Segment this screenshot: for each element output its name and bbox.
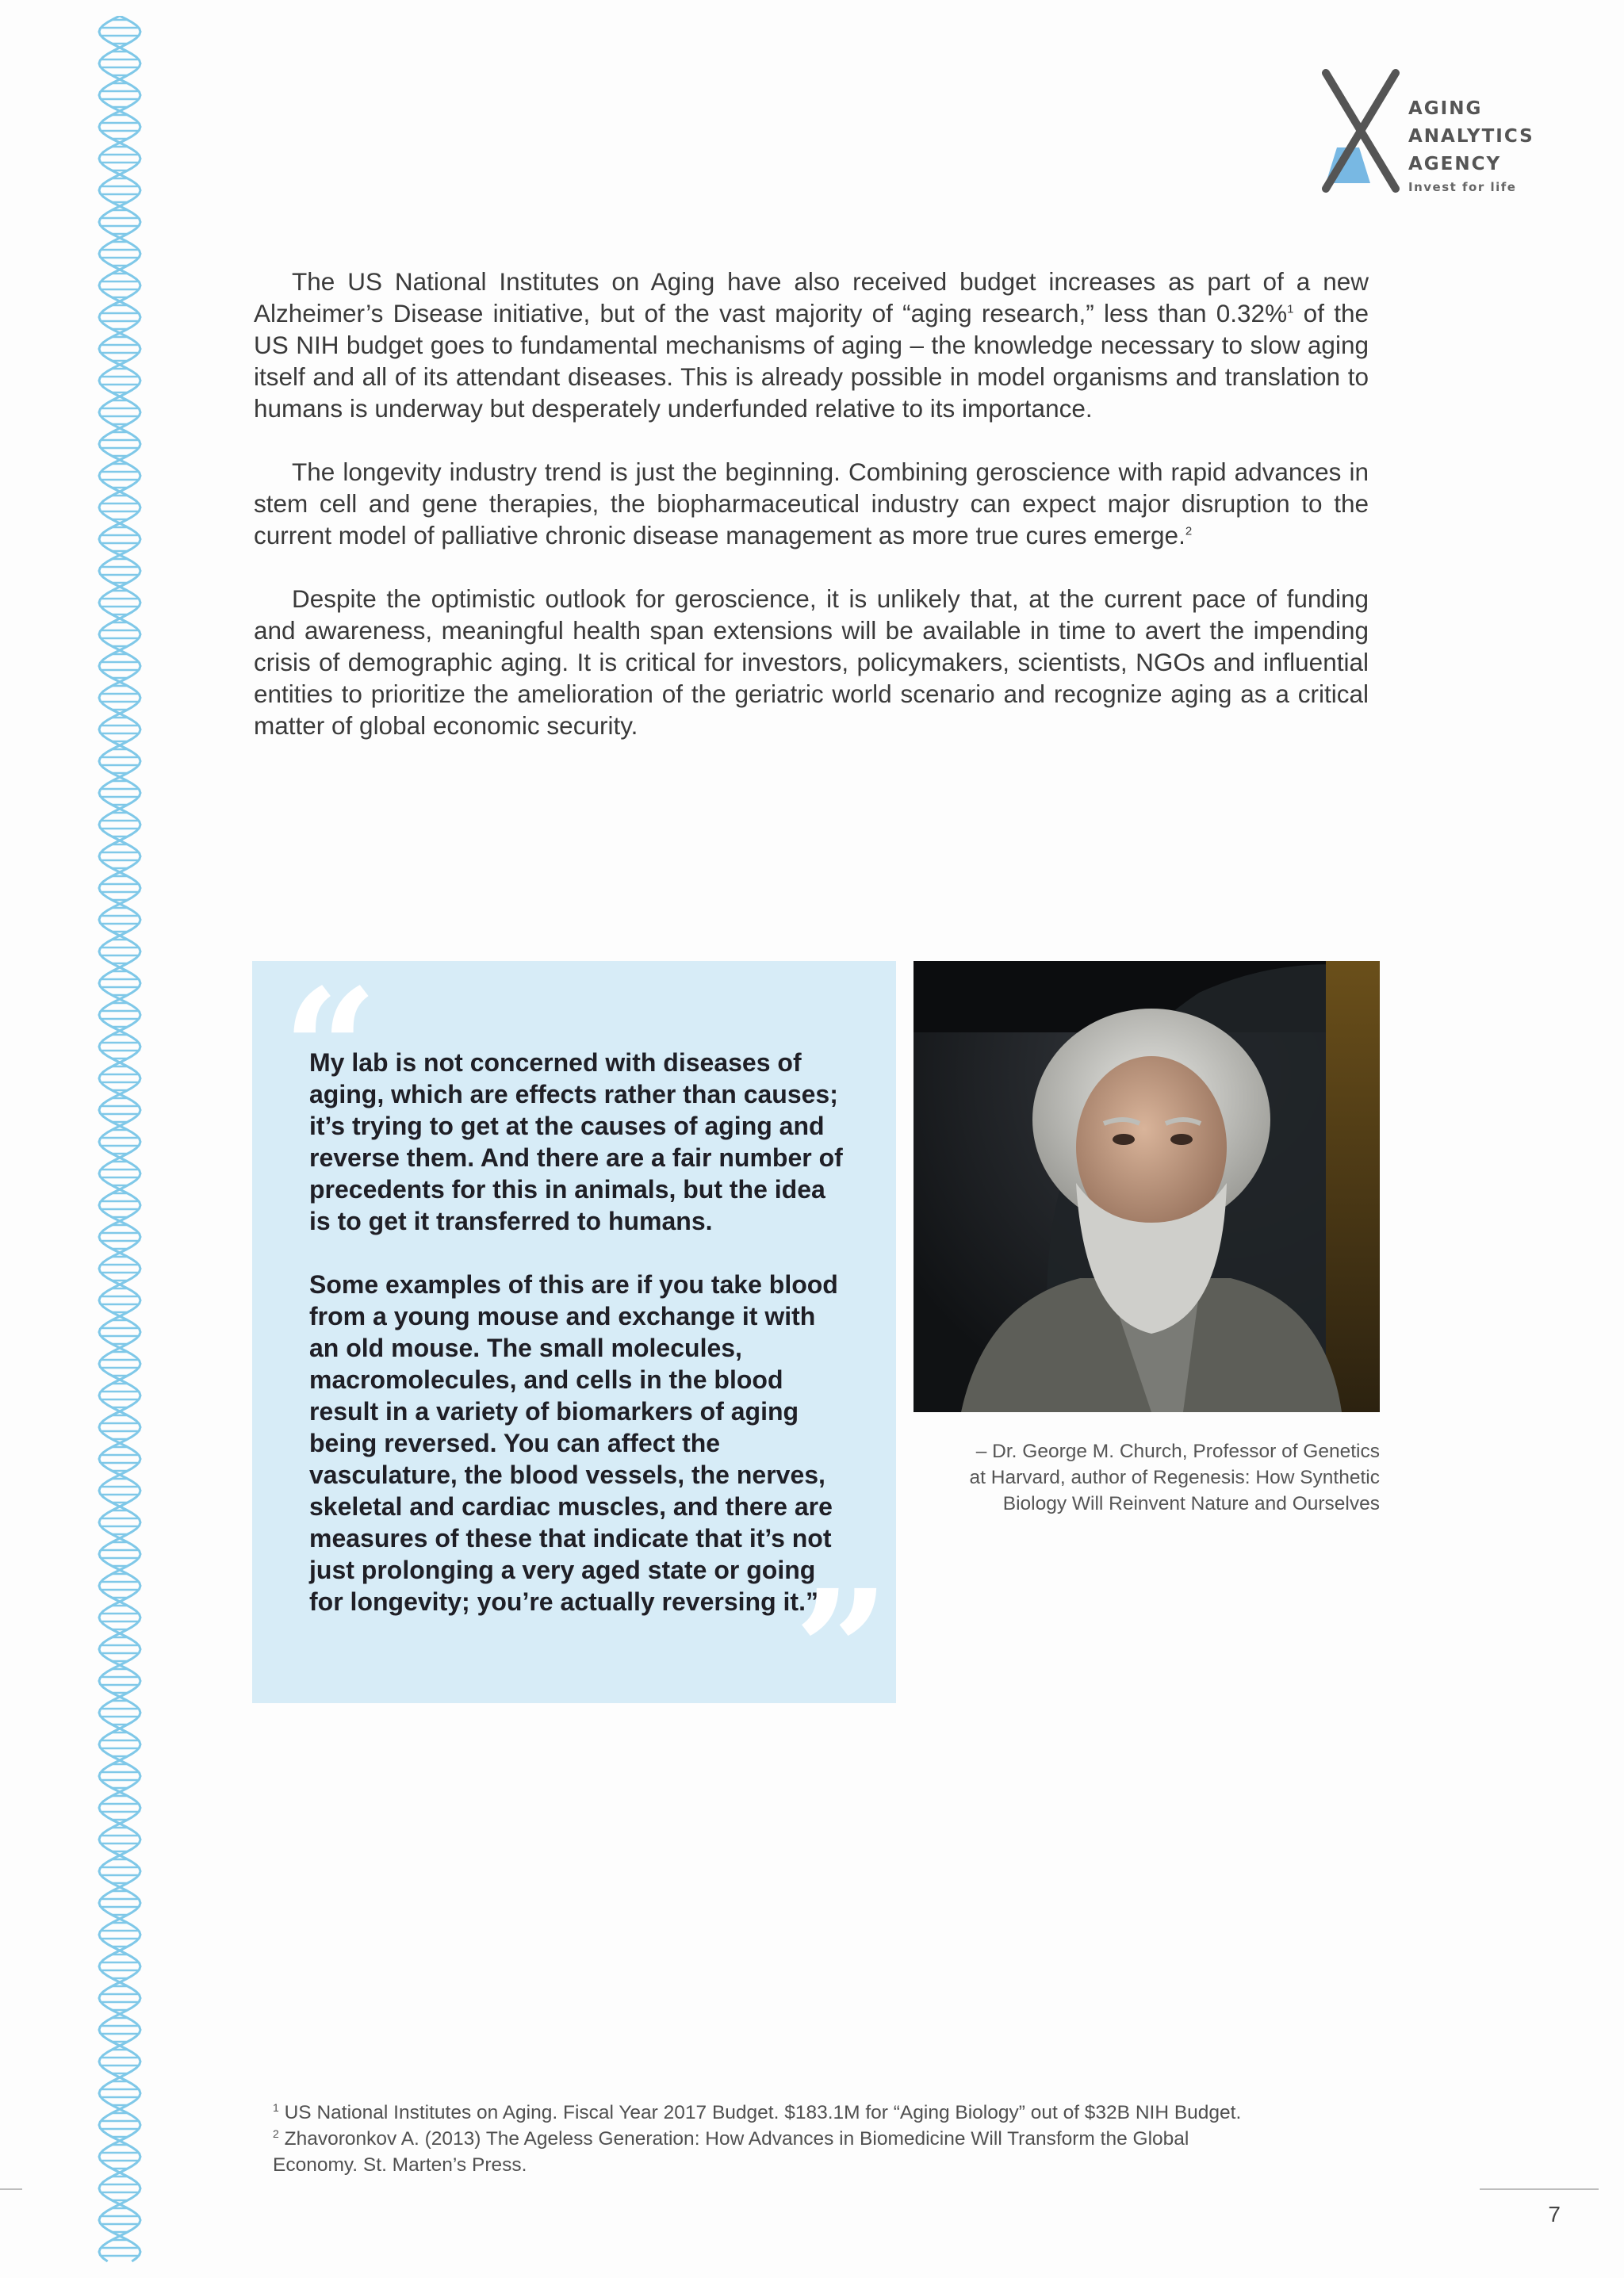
quote-box xyxy=(252,952,896,1749)
caption-line-3: Biology Will Reinvent Nature and Ourselves xyxy=(1002,1493,1380,1514)
page-number: 7 xyxy=(1548,2202,1561,2226)
agency-logo xyxy=(1320,68,1534,195)
close-quote-icon: ” xyxy=(794,1553,890,1749)
footnote-1 xyxy=(273,2100,1383,2126)
hourglass-logo-icon xyxy=(1320,68,1402,193)
logo-wordmark xyxy=(1408,95,1534,196)
quote-paragraph-2: Some examples of this are if you take blood from a young mouse and exchange it with an old mouse. The small molecules, macromolecules, and cells in the blood result in a variety of biomarkers of aging being reversed. You can affect the vasculature, the blood vessels, the nerves, skeletal and cardiac muscles, and there are measures of these that indicate that it’s not just prolonging a very aged state or going for longevity; you’re actually reversing it.” xyxy=(309,1270,838,1616)
logo-line-1: AGING xyxy=(1408,98,1483,119)
portrait-photo xyxy=(914,961,1380,1412)
body-paragraph-2-text: The longevity industry trend is just the beginning. Combining geroscience with rapid advances in stem cell and gene therapies, the biopharmaceutical industry can expect major disruption to the current model of palliative chronic disease management as more true cures emerge. xyxy=(254,458,1369,549)
footnote-1-mark: 1 xyxy=(273,2100,279,2114)
body-paragraph-1 xyxy=(254,266,1369,424)
body-paragraph-3-text: Despite the optimistic outlook for geroscience, it is unlikely that, at the current pace of funding and awareness, meaningful health span extensions will be available in time to avert the impending crisis of demographic aging. It is critical for investors, policymakers, scientists, NGOs and influential entities to prioritize the amelioration of the geriatric world scenario and recognize aging as a critical matter of global economic security. xyxy=(254,584,1369,740)
footer-rule-left xyxy=(0,2188,22,2190)
footnote-2-mark: 2 xyxy=(273,2127,279,2140)
logo-line-2: ANALYTICS xyxy=(1408,126,1534,147)
footnote-2-text: Zhavoronkov A. (2013) The Ageless Generation: How Advances in Biomedicine Will Transform the Global xyxy=(278,2128,1189,2150)
quote-text xyxy=(309,1047,848,1649)
logo-line-3: AGENCY xyxy=(1408,154,1502,174)
footnote-2-cont: Economy. St. Marten’s Press. xyxy=(273,2154,527,2176)
photo-caption xyxy=(912,1438,1380,1517)
footnote-ref-1: 1 xyxy=(1287,302,1294,316)
body-paragraph-1-text: The US National Institutes on Aging have also received budget increases as part of a new Alzheimer’s Disease initiative, but of the vast majority of “aging research,” less than 0.32% xyxy=(254,267,1369,327)
body-paragraph-3 xyxy=(254,583,1369,741)
quote-paragraph-1: My lab is not concerned with diseases of aging, which are effects rather than causes; it’s trying to get at the causes of aging and reverse them. And there are a fair number of precedents for this in animals, but the idea is to get it transferred to humans. xyxy=(309,1048,843,1235)
caption-line-2: at Harvard, author of Regenesis: How Synthetic xyxy=(969,1467,1380,1488)
dna-helix-icon xyxy=(94,16,146,2264)
footnote-1-text: US National Institutes on Aging. Fiscal Year 2017 Budget. $183.1M for “Aging Biology” out of $32B NIH Budget. xyxy=(278,2102,1242,2123)
footnotes xyxy=(273,2100,1383,2178)
open-quote-icon: “ xyxy=(282,952,378,1148)
caption-line-1: – Dr. George M. Church, Professor of Genetics xyxy=(975,1441,1380,1462)
footnote-ref-2: 2 xyxy=(1185,524,1193,538)
body-paragraph-2 xyxy=(254,456,1369,551)
footnote-2 xyxy=(273,2126,1383,2152)
footer-rule-right xyxy=(1480,2188,1599,2190)
body-text xyxy=(254,266,1369,773)
body-paragraph-1-text-cont: of the US NIH budget goes to fundamental mechanisms of aging – the knowledge necessary to slow aging itself and all of its attendant diseases. This is already possible in model organisms and translation to humans is underway but desperately underfunded relative to its importance. xyxy=(254,299,1369,423)
logo-tagline: Invest for life xyxy=(1408,180,1517,194)
